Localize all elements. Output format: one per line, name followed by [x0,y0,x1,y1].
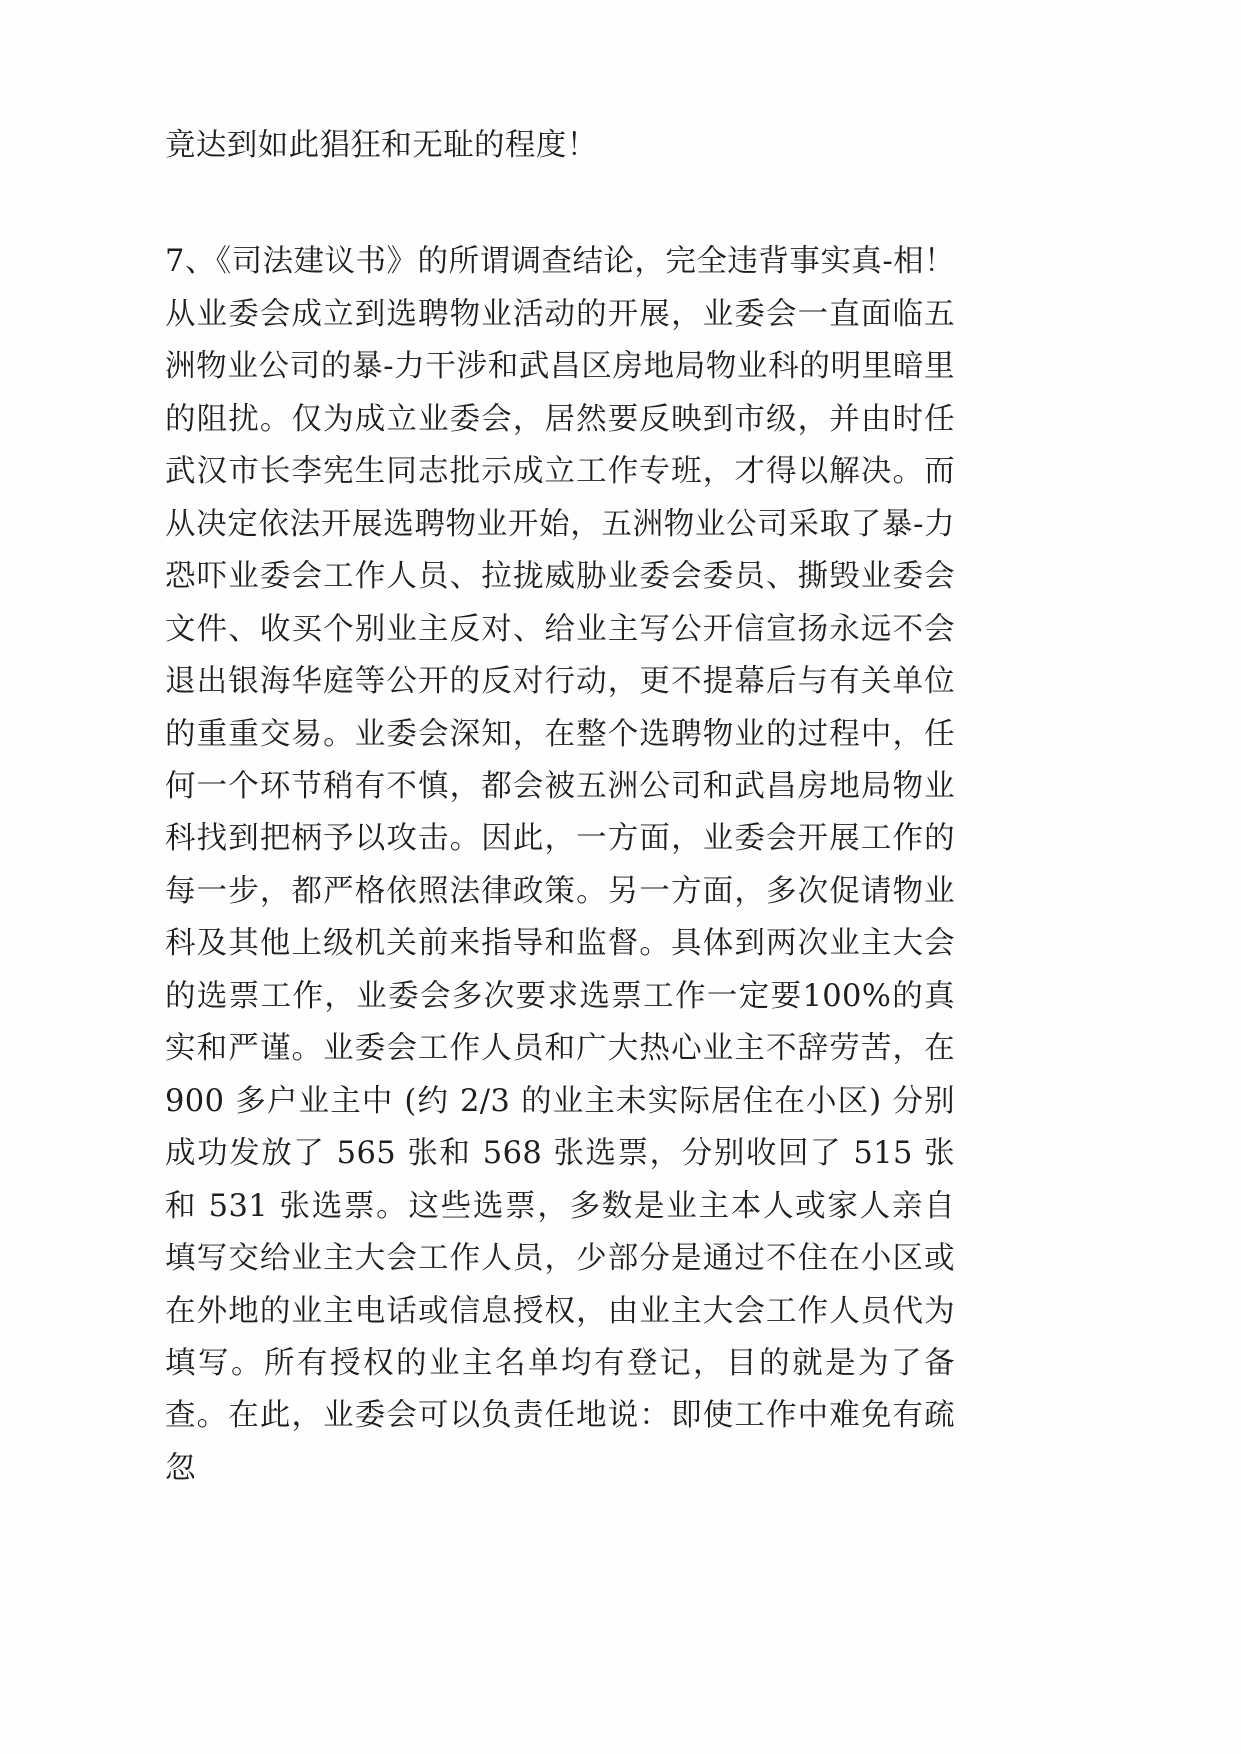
paragraph-continuation: 竟达到如此猖狂和无耻的程度！ [165,128,598,163]
document-text-body [165,120,955,1495]
paragraph-item-7: 7、《司法建议书》的所谓调查结论，完全违背事实真-相！从业委会成立到选聘物业活动的开展，业委会一直面临五洲物业公司的暴-力干涉和武昌区房地局物业科的明里暗里的阻扰。仅为成立业委会，居然要反映到市级，并由时任武汉市长李宪生同志批示成立工作专班，才得以解决。而从决定依法开展选聘物业开始，五洲物业公司采取了暴-力恐吓业委会工作人员、拉拢威胁业委会委员、撕毁业委会文件、收买个别业主反对、给业主写公开信宣扬永远不会退出银海华庭等公开的反对行动，更不提幕后与有关单位的重重交易。业委会深知，在整个选聘物业的过程中，任何一个环节稍有不慎，都会被五洲公司和武昌房地局物业科找到把柄予以攻击。因此，一方面，业委会开展工作的每一步，都严格依照法律政策。另一方面，多次促请物业科及其他上级机关前来指导和监督。具体到两次业主大会的选票工作，业委会多次要求选票工作一定要100%的真实和严谨。业委会工作人员和广大热心业主不辞劳苦，在 900 多户业主中 (约 2/3 的业主未实际居住在小区) 分别成功发放了 565 张和 568 张选票，分别收回了 515 张和 531 张选票。这些选票，多数是业主本人或家人亲自填写交给业主大会工作人员，少部分是通过不住在小区或在外地的业主电话或信息授权，由业主大会工作人员代为填写。所有授权的业主名单均有登记，目的就是为了备查。在此，业委会可以负责任地说：即使工作中难免有疏忽 [165,244,955,1486]
